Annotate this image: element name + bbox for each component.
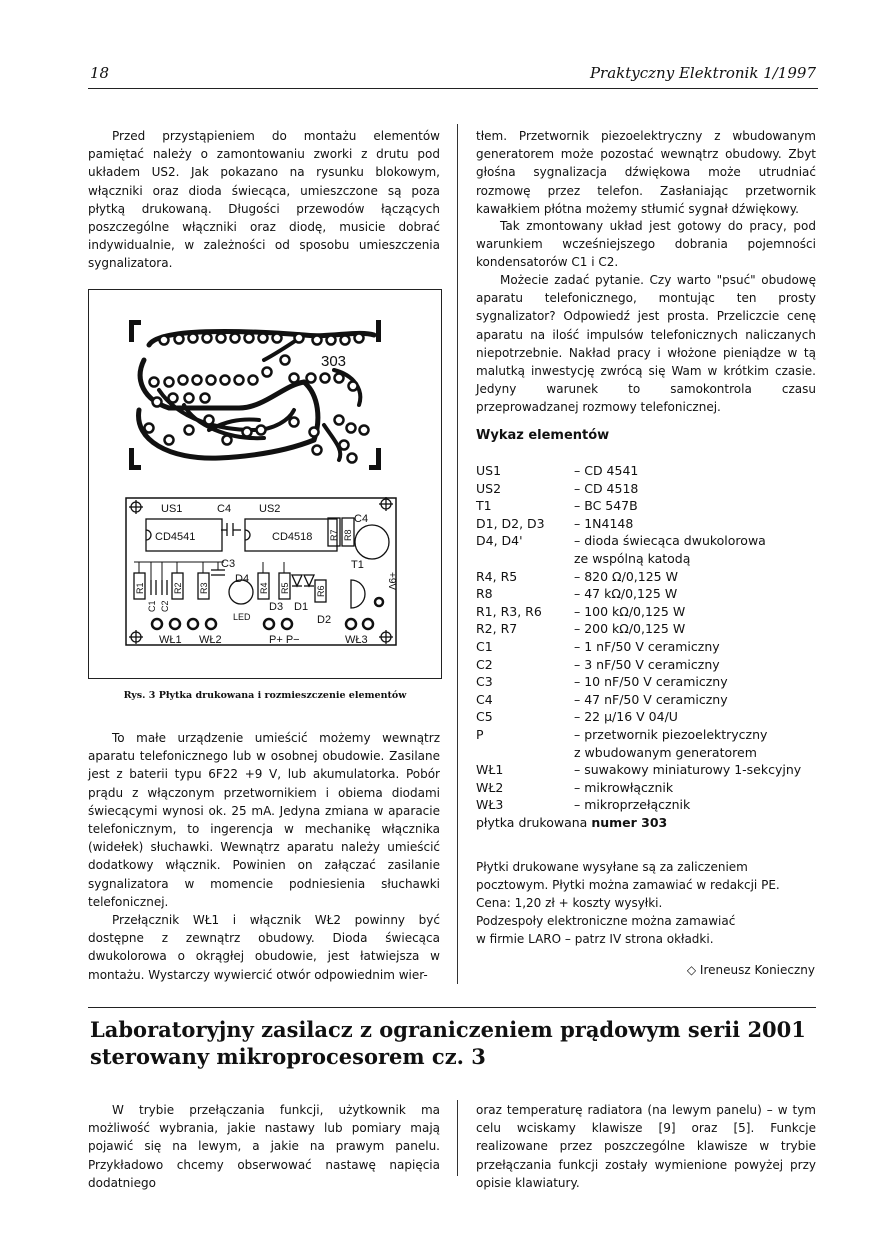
label-pp: P+ P− [269, 634, 300, 646]
label-d2: D2 [317, 614, 332, 626]
pcb-component-placement [126, 497, 397, 646]
part-value: – BC 547B [574, 498, 638, 514]
parts-list-row [476, 691, 836, 709]
part-designator: R8 [476, 586, 493, 602]
next-article-title-line: sterowany mikroprocesorem cz. 3 [90, 1044, 486, 1069]
pcb-figure-svg [89, 290, 441, 678]
pcb-board-number: 303 [321, 353, 347, 370]
part-designator: D4, D4' [476, 533, 523, 549]
part-value: – 200 kΩ/0,125 W [574, 621, 686, 637]
label-c3: C3 [221, 558, 236, 570]
part-value: ze wspólną katodą [574, 550, 691, 566]
label-d3: D3 [269, 601, 284, 613]
column-divider [457, 124, 458, 984]
label-c4-top: C4 [217, 503, 232, 515]
label-c2: C2 [160, 600, 170, 612]
label-us2: US2 [259, 503, 281, 515]
parts-board-row [476, 814, 836, 832]
running-header [88, 62, 818, 89]
label-r1: R1 [135, 582, 145, 594]
label-wl3: WŁ3 [345, 634, 368, 646]
part-designator: WŁ1 [476, 762, 504, 778]
label-wl2: WŁ2 [199, 634, 222, 646]
part-designator: C4 [476, 691, 493, 707]
label-us1: US1 [161, 503, 183, 515]
parts-list-row [476, 761, 836, 779]
ordering-line: Podzespoły elektroniczne można zamawiać [476, 914, 736, 928]
parts-list-row [476, 603, 836, 621]
part-value: – dioda świecąca dwukolorowa [574, 533, 766, 549]
ordering-info [476, 858, 821, 948]
section-divider [88, 1007, 816, 1008]
part-designator: C5 [476, 709, 493, 725]
pcb-copper-layout [129, 320, 381, 470]
part-value: – 3 nF/50 V ceramiczny [574, 656, 720, 672]
parts-list-row [476, 497, 836, 515]
part-designator: C3 [476, 674, 493, 690]
ordering-line: w firmie LARO – patrz IV strona okładki. [476, 932, 714, 946]
next-article-title-line: Laboratoryjny zasilacz z ograniczeniem prądowym serii 2001 [90, 1017, 806, 1042]
label-r4: R4 [259, 582, 269, 594]
part-designator: US1 [476, 463, 502, 478]
parts-list-row [476, 744, 836, 762]
label-chip-us2: CD4518 [272, 531, 313, 543]
parts-list-row [476, 638, 836, 656]
board-number: numer 303 [591, 814, 668, 830]
right-paragraph-3: Możecie zadać pytanie. Czy warto "psuć" obudowę aparatu telefonicznego, montując ten prosty sygnalizator? Odpowiedź jest prosta. Przeliczcie cenę aparatu na ilość impulsów telefonicznych naliczanych niepotrzebnie. Nakład pracy i włożone pieniądze w tą malutką inwestycję zwrócą się Wam w krótkim czasie. Jedyny warunek to samokontrola czasu przeprowadzanej rozmowy telefonicznej. [476, 273, 816, 415]
label-plus9v: +9V [386, 572, 397, 591]
next-article-right-text: oraz temperaturę radiatora (na lewym panelu) – w tym celu wciskamy klawisze [9] oraz [5]. Funkcje realizowane przez poszczególne klawisze w trybie przełączania funkcji zostały wymienione powyżej przy opisie klawiatury. [476, 1103, 816, 1190]
label-chip-us1: CD4541 [155, 531, 196, 543]
part-value: – 22 μ/16 V 04/U [574, 709, 678, 725]
column-divider [457, 1100, 458, 1176]
parts-list-row [476, 779, 836, 797]
parts-list-row [476, 462, 836, 480]
part-designator: WŁ3 [476, 797, 504, 813]
part-value: – 1N4148 [574, 515, 634, 531]
part-designator: D1, D2, D3 [476, 515, 545, 531]
part-designator: R1, R3, R6 [476, 603, 542, 619]
parts-list-row [476, 673, 836, 691]
label-c4: C4 [354, 513, 369, 525]
right-paragraph-2: Tak zmontowany układ jest gotowy do pracy, pod warunkiem wcześniejszego dobrania pojemności kondensatorów C1 i C2. [476, 219, 816, 270]
part-designator: P [476, 726, 484, 742]
ordering-line: pocztowym. Płytki można zamawiać w redakcji PE. [476, 878, 780, 892]
figure-pcb [88, 289, 442, 679]
part-value: – CD 4541 [574, 463, 639, 478]
parts-list [476, 462, 836, 832]
part-designator: T1 [476, 498, 492, 514]
label-wl1: WŁ1 [159, 634, 182, 646]
label-c1: C1 [147, 600, 157, 612]
parts-list-row [476, 708, 836, 726]
mounting-hole-icon [379, 497, 393, 511]
part-value: – 47 nF/50 V ceramiczny [574, 691, 728, 707]
page-number: 18 [90, 64, 110, 82]
part-designator: C1 [476, 638, 493, 654]
part-designator: US2 [476, 480, 502, 496]
left-paragraph-2: To małe urządzenie umieścić możemy wewnątrz aparatu telefonicznego lub w osobnej obudowie. Zasilane jest z baterii typu 6F22 +9 V, lub akumulatorka. Pobór prądu z włączonym przetwornikiem i obiema diodami świecącymi wynosi ok. 25 mA. Jedyna zmiana w aparacie telefonicznym, to ingerencja w mechanikę włącznika (widełek) słuchawki. Wewnątrz aparatu należy umieścić dodatkowy włącznik. Powinien on załączać zasilanie sygnalizatora w momencie podniesienia słuchawki telefonicznej. [88, 731, 440, 909]
mounting-hole-icon [129, 500, 143, 514]
label-d1: D1 [294, 601, 309, 613]
part-value: – 100 kΩ/0,125 W [574, 603, 686, 619]
ordering-line: Cena: 1,20 zł + koszty wysyłki. [476, 896, 663, 910]
part-value: – mikrowłącznik [574, 779, 674, 795]
label-r2: R2 [173, 582, 183, 594]
parts-list-row [476, 585, 836, 603]
part-value: – mikroprzełącznik [574, 797, 691, 813]
part-value: z wbudowanym generatorem [574, 744, 757, 760]
magazine-title: Praktyczny Elektronik 1/1997 [589, 64, 816, 82]
part-value: – 10 nF/50 V ceramiczny [574, 674, 728, 690]
figure-caption: Rys. 3 Płytka drukowana i rozmieszczenie elementów [123, 690, 407, 701]
parts-list-row [476, 550, 836, 568]
part-designator: C2 [476, 656, 493, 672]
label-d4: D4 [235, 573, 250, 585]
next-article-left-text: W trybie przełączania funkcji, użytkownik ma możliwość wybrania, jakie nastawy lub pomiary mają pojawić się na lewym, a jakie na prawym panelu. Przykładowo chcemy obserwować nastawę napięcia dodatniego [88, 1103, 440, 1190]
part-value: – przetwornik piezoelektryczny [574, 726, 768, 742]
mounting-hole-icon [379, 630, 393, 644]
board-label: płytka drukowana [476, 814, 588, 830]
part-value: – 1 nF/50 V ceramiczny [574, 638, 720, 654]
parts-list-row [476, 620, 836, 638]
part-value: – CD 4518 [574, 480, 639, 496]
part-value: – suwakowy miniaturowy 1-sekcyjny [574, 762, 802, 778]
label-led: LED [233, 612, 251, 622]
parts-list-row [476, 726, 836, 744]
part-designator: WŁ2 [476, 779, 504, 795]
mounting-hole-icon [129, 630, 143, 644]
author-signature: ◇ Ireneusz Konieczny [686, 963, 815, 977]
label-r7: R7 [329, 529, 339, 541]
label-r8: R8 [343, 529, 353, 541]
part-designator: R2, R7 [476, 621, 518, 637]
parts-list-row [476, 568, 836, 586]
label-r6: R6 [316, 585, 326, 597]
ordering-line: Płytki drukowane wysyłane są za zaliczeniem [476, 860, 748, 874]
parts-list-row [476, 532, 836, 550]
label-r5: R5 [280, 582, 290, 594]
label-r3: R3 [199, 582, 209, 594]
parts-list-row [476, 515, 836, 533]
next-article-title [90, 1016, 810, 1070]
parts-list-heading: Wykaz elementów [476, 428, 610, 443]
left-paragraph-3: Przełącznik WŁ1 i włącznik WŁ2 powinny być dostępne z zewnątrz obudowy. Dioda świecąca dwukolorowa o okrągłej obudowie, jest łatwiejsza w montażu. Wystarczy wywiercić otwór odpowiednim wier- [88, 913, 440, 982]
left-paragraph-1: Przed przystąpieniem do montażu elementów pamiętać należy o zamontowaniu zworki z drutu pod układem US2. Jak pokazano na rysunku blokowym, włączniki oraz dioda świecąca, umieszczone są poza płytką drukowaną. Długości przewodów łączących poszczególne włączniki oraz diodę, musicie dobrać indywidualnie, w zależności od sposobu umieszczenia sygnalizatora. [88, 129, 440, 271]
parts-list-row [476, 480, 836, 498]
parts-list-row [476, 656, 836, 674]
parts-list-row [476, 796, 836, 814]
part-value: – 820 Ω/0,125 W [574, 568, 678, 584]
label-t1: T1 [351, 559, 364, 571]
part-value: – 47 kΩ/0,125 W [574, 586, 678, 602]
right-paragraph-1: tłem. Przetwornik piezoelektryczny z wbudowanym generatorem może pozostać wewnątrz obudowy. Zbyt głośna sygnalizacja dźwiękowa może utrudniać rozmowę przez telefon. Zasłaniając przetwornik kawałkiem płótna możemy stłumić sygnał dźwiękowy. [476, 129, 816, 216]
part-designator: R4, R5 [476, 568, 518, 584]
